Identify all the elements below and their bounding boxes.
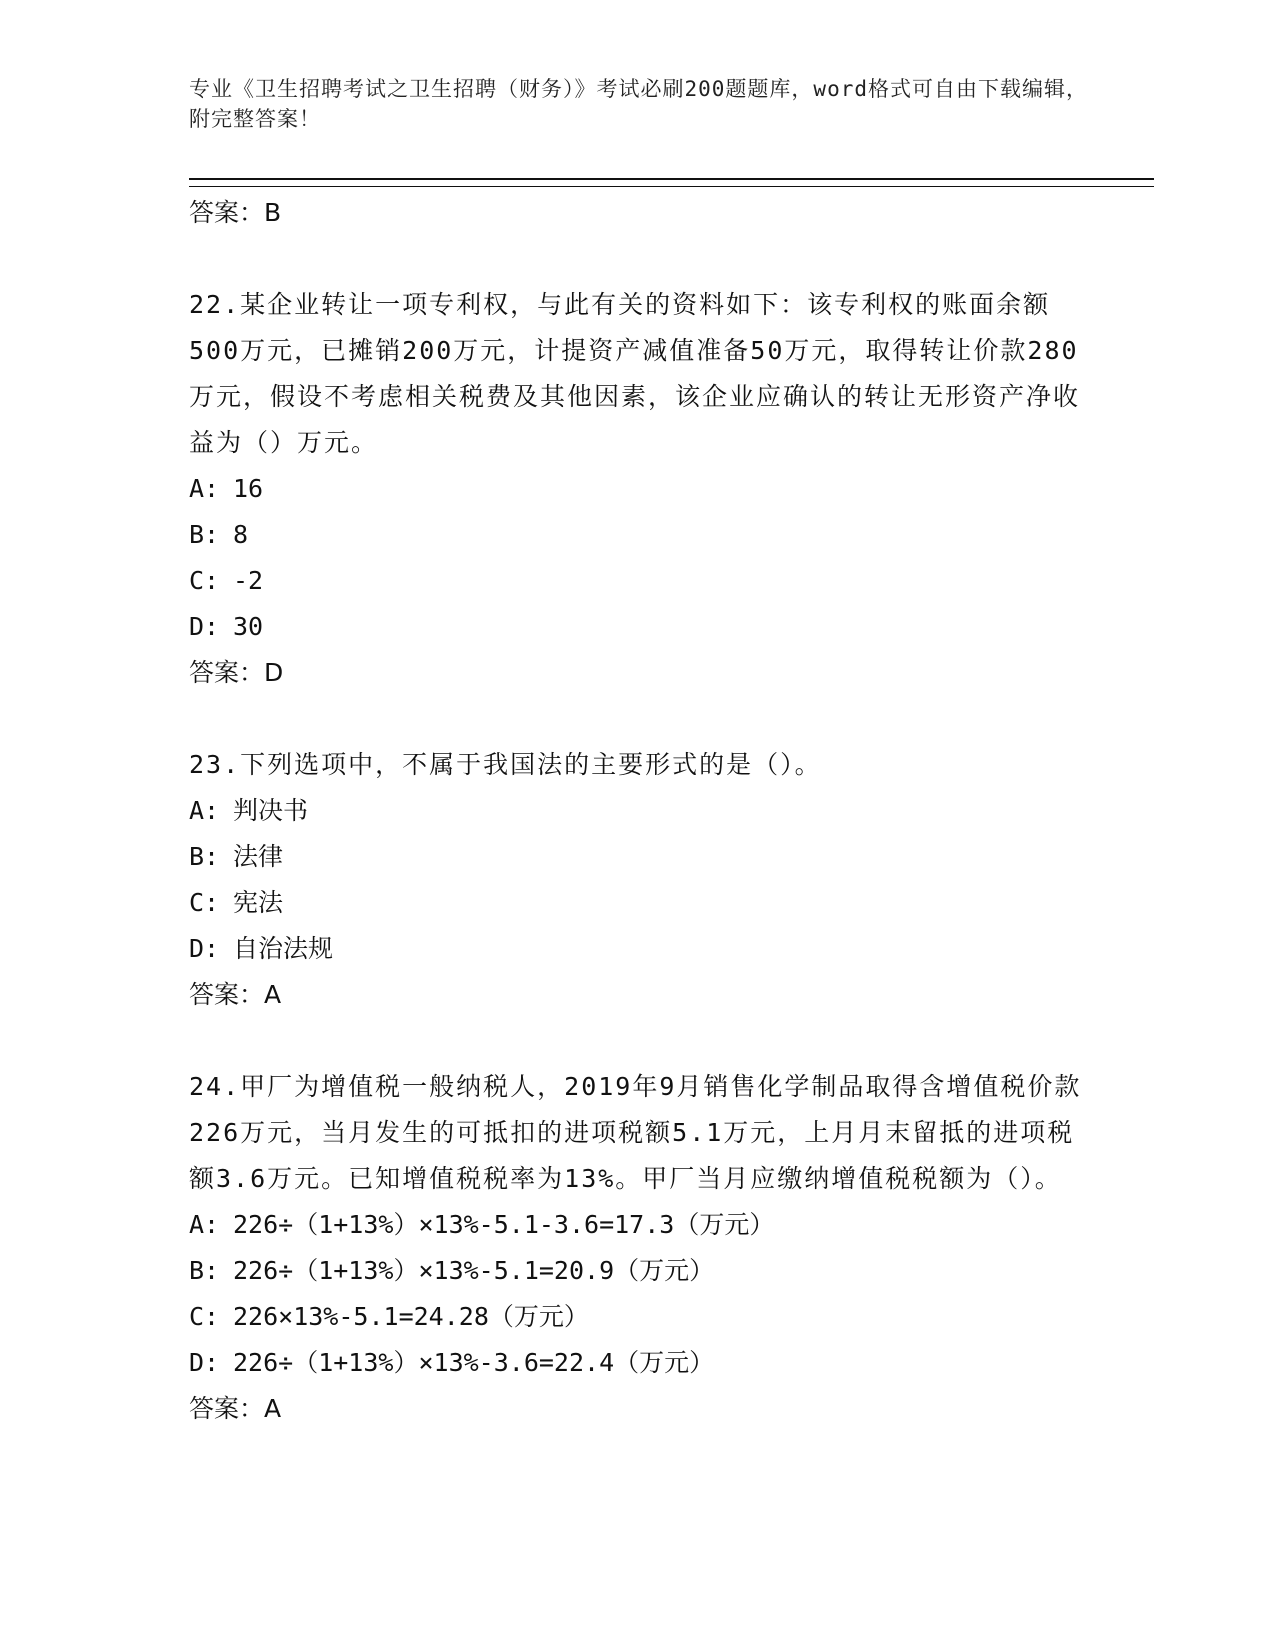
option-a [189,466,1089,512]
option-a [189,1202,1089,1248]
option-text: 判决书 [233,796,309,825]
option-key: B: [189,520,220,549]
option-text: 226÷（1+13%）×13%-5.1=20.9（万元） [233,1256,715,1285]
option-c [189,1294,1089,1340]
option-a [189,788,1089,834]
option-b [189,1248,1089,1294]
option-key: A: [189,1210,220,1239]
option-c [189,880,1089,926]
option-key: B: [189,842,220,871]
option-key: C: [189,1302,220,1331]
option-d [189,604,1089,650]
question-stem: 22.某企业转让一项专利权，与此有关的资料如下：该专利权的账面余额500万元，已摊销200万元，计提资产减值准备50万元，取得转让价款280万元，假设不考虑相关税费及其他因素，该企业应确认的转让无形资产净收益为（）万元。 [189,290,1081,457]
answer-line: 答案：D [189,658,284,687]
question-23 [189,742,1089,1018]
option-d [189,1340,1089,1386]
option-d [189,926,1089,972]
option-key: C: [189,566,220,595]
document-body [189,190,1089,1432]
option-key: D: [189,1348,220,1377]
page-header: 专业《卫生招聘考试之卫生招聘（财务）》考试必刷200题题库，word格式可自由下载编辑，附完整答案！ [189,77,1088,131]
option-key: A: [189,796,220,825]
option-text: 8 [233,520,249,549]
option-text: 226×13%-5.1=24.28（万元） [233,1302,589,1331]
option-key: D: [189,934,220,963]
answer-line: 答案：A [189,1394,282,1423]
option-text: 宪法 [233,888,284,917]
question-24 [189,1064,1089,1432]
header-divider [189,178,1154,187]
option-b [189,834,1089,880]
question-22 [189,282,1089,696]
option-c [189,558,1089,604]
option-text: 自治法规 [233,934,334,963]
previous-answer: 答案：B [189,198,282,227]
option-key: D: [189,612,220,641]
option-b [189,512,1089,558]
question-stem: 23.下列选项中，不属于我国法的主要形式的是（）。 [189,750,822,779]
option-text: 226÷（1+13%）×13%-5.1-3.6=17.3（万元） [233,1210,775,1239]
question-stem: 24.甲厂为增值税一般纳税人，2019年9月销售化学制品取得含增值税价款226万元，当月发生的可抵扣的进项税额5.1万元，上月月末留抵的进项税额3.6万元。已知增值税税率为13%。甲厂当月应缴纳增值税税额为（）。 [189,1072,1082,1193]
option-key: A: [189,474,220,503]
option-key: B: [189,1256,220,1285]
option-key: C: [189,888,220,917]
option-text: 法律 [233,842,284,871]
option-text: -2 [233,566,264,595]
option-text: 30 [233,612,264,641]
answer-line: 答案：A [189,980,282,1009]
option-text: 16 [233,474,264,503]
option-text: 226÷（1+13%）×13%-3.6=22.4（万元） [233,1348,715,1377]
